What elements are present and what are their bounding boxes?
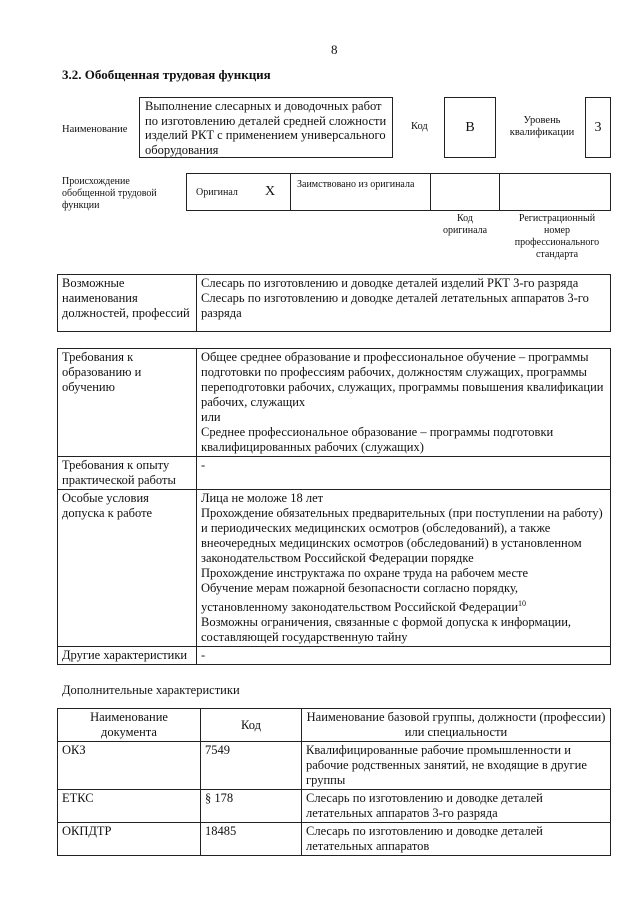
reg-number-label: Регистрационный номер профессионального стандарта	[514, 213, 600, 260]
requirement-label: Требования к образованию и обучению	[58, 349, 197, 457]
requirement-label: Другие характеристики	[58, 647, 197, 665]
name-label: Наименование	[62, 124, 128, 135]
position-line-2: Слесарь по изготовлению и доводке деталей летательных аппаратов 3-го разряда	[201, 291, 589, 320]
table-row	[58, 742, 611, 790]
requirement-line: -	[201, 458, 206, 472]
name-cell: Слесарь по изготовлению и доводке деталей летательных аппаратов	[302, 823, 611, 856]
page-number: 8	[331, 42, 338, 57]
code-cell: 7549	[201, 742, 302, 790]
name-cell: Слесарь по изготовлению и доводке деталей летательных аппаратов 3-го разряда	[302, 790, 611, 823]
section-title: 3.2. Обобщенная трудовая функция	[62, 67, 271, 82]
column-header-code: Код	[201, 709, 302, 742]
requirement-values	[197, 457, 611, 490]
requirement-line: Прохождение обязательных предварительных (при поступлении на работу) и периодических медицинских осмотров (обследований), а также внеочередных медицинских осмотров (обследований) в установленном законодательством Российской Федерации порядке	[201, 506, 603, 565]
column-header-name: Наименование базовой группы, должности (профессии) или специальности	[302, 709, 611, 742]
requirement-label: Требования к опыту практической работы	[58, 457, 197, 490]
function-name-value: Выполнение слесарных и доводочных работ по изготовлению деталей средней сложности изделий РКТ с применением универсального оборудования	[145, 99, 387, 157]
requirement-row	[58, 457, 611, 490]
table-row	[58, 823, 611, 856]
origin-divider-3	[499, 173, 500, 211]
level-value: 3	[594, 119, 602, 135]
requirement-line: Общее среднее образование и профессиональное обучение – программы подготовки по профессиям рабочих, должностям служащих, программы переподготовки рабочих, служащих, программы повышения квалификации рабочих, служащих	[201, 350, 604, 409]
requirement-line	[201, 581, 606, 615]
borrowed-label: Заимствовано из оригинала	[297, 179, 415, 190]
requirement-label: Особые условия допуска к работе	[58, 490, 197, 647]
column-header-doc: Наименование документа	[58, 709, 201, 742]
code-original-label: Код оригинала	[442, 213, 488, 236]
requirement-values	[197, 490, 611, 647]
table-row	[58, 790, 611, 823]
requirement-line: Среднее профессиональное образование – программы подготовки квалифицированных рабочих (служащих)	[201, 425, 554, 454]
origin-divider-1	[290, 173, 291, 211]
requirement-line: или	[201, 410, 221, 424]
requirement-row	[58, 647, 611, 665]
requirements-table	[57, 348, 611, 665]
doc-cell: ОКПДТР	[58, 823, 201, 856]
level-label: Уровень квалификации	[509, 115, 575, 138]
doc-cell: ЕТКС	[58, 790, 201, 823]
code-value-box	[444, 97, 496, 158]
original-label: Оригинал	[196, 187, 238, 198]
additional-header-row	[58, 709, 611, 742]
code-cell: 18485	[201, 823, 302, 856]
additional-table	[57, 708, 611, 856]
positions-row	[58, 275, 611, 332]
level-value-box	[585, 97, 611, 158]
origin-label: Происхождение обобщенной трудовой функции	[62, 176, 157, 211]
original-mark: X	[265, 184, 276, 199]
positions-table	[57, 274, 611, 332]
name-cell: Квалифицированные рабочие промышленности и рабочие родственных занятий, не входящие в другие группы	[302, 742, 611, 790]
requirement-row	[58, 490, 611, 647]
requirement-line: Возможны ограничения, связанные с формой допуска к информации, составляющей государственную тайну	[201, 615, 572, 645]
code-label: Код	[411, 121, 428, 132]
requirement-line: Лица не моложе 18 лет	[201, 491, 324, 505]
code-cell: § 178	[201, 790, 302, 823]
code-value: B	[465, 119, 475, 135]
position-line-1: Слесарь по изготовлению и доводке деталей изделий РКТ 3-го разряда	[201, 276, 579, 290]
requirement-line-text: Обучение мерам пожарной безопасности согласно порядку, установленному законодательством Российской Федерации	[201, 581, 519, 615]
positions-values	[197, 275, 611, 332]
requirement-row	[58, 349, 611, 457]
requirement-values	[197, 349, 611, 457]
footnote-marker: 10	[518, 599, 527, 608]
origin-divider-2	[430, 173, 431, 211]
additional-title: Дополнительные характеристики	[62, 683, 240, 697]
requirement-line: -	[201, 648, 206, 663]
requirement-values	[197, 647, 611, 665]
doc-cell: ОКЗ	[58, 742, 201, 790]
positions-label: Возможные наименования должностей, профессий	[58, 275, 197, 332]
function-name-box	[139, 97, 393, 158]
requirement-line: Прохождение инструктажа по охране труда на рабочем месте	[201, 566, 529, 580]
